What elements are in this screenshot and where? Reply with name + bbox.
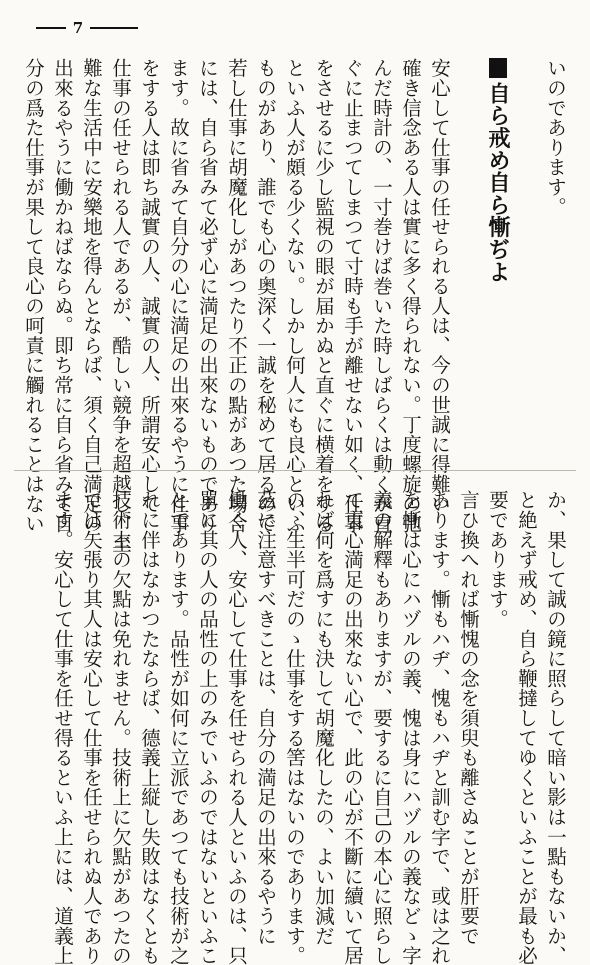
text-column: れば何を爲すにも決して胡魔化したの、よい加減だ [312,490,335,946]
text-column: といふ人が頗る少くない。しかし何人にも良心といふ [283,58,306,534]
text-column: ぐに止まつてしまつて寸時も手が離せない如く、仕事 [341,58,364,534]
text-column: 働く人、安心して仕事を任せられる人といふのは、只 [225,490,248,965]
text-column: 義の解釋もありますが、要するに自己の本心に照らし [370,490,393,965]
text-column: 單に其の人の品性の上のみでいふのではないといふこ [196,490,219,965]
text-column: ます。安心して仕事を任せ得るといふ上には、道義上 [51,490,74,965]
text-column: と絶えず戒め、自ら鞭撻してゆくといふことが最も必 [515,490,538,965]
page-number: 7 [72,19,84,37]
text-column: あります。慚もハヂ、愧もハヂと訓む字で、或は之れ [428,490,451,965]
lower-text-block [48,490,570,965]
text-column: 分の爲た仕事が果して良心の呵責に觸れることはない [22,58,45,534]
text-column: をする人は即ち誠實の人、誠實の人、所謂安心して [138,58,161,514]
text-column: いのであります。 [544,58,567,217]
text-column: 茲に注意すべきことは、自分の満足の出來るやうに [254,490,277,946]
text-column: 難な生活中に安樂地を得んとならば、須く自己満足の [80,58,103,534]
section-heading [483,58,512,453]
page-header [36,18,146,38]
text-column: 言ひ換へれば慚愧の念を須臾も離さぬことが肝要で [457,490,480,946]
block-divider [14,470,576,471]
blank-column [512,58,541,453]
header-rule-left [36,27,66,29]
text-column: 確き信念ある人は實に多く得られない。丁度螺旋の弛 [399,58,422,534]
text-column: ものがあり、誰でも心の奥深く一誠を秘めて居るので [254,58,277,534]
header-rule-right [90,27,138,29]
text-column: 技術上の欠點は免れません。技術上に欠點があつたの [109,490,132,965]
blank-column [454,58,483,453]
upper-text-block [19,58,570,553]
text-column: の、生半可だのゝ仕事をする筈はないのであります。 [283,490,306,965]
text-column: 出來るやうに働かねばならぬ。即ち常に自ら省みて自 [51,58,74,534]
text-column: には、自ら省みて必ず心に満足の出來ないものであり [196,58,219,534]
text-column: とであります。品性が如何に立派であつても技術が之 [167,490,190,965]
text-column: 若し仕事に胡魔化しがあつたり不正の點があつた場合 [225,58,248,534]
text-column: か、果して誠の鏡に照らして暗い影は一點もないか、 [544,490,567,965]
text-column: れに伴はなかつたならば、德義上縦し失敗はなくとも [138,490,161,965]
text-column: 安心して仕事の任せられる人は、今の世誠に得難い [428,58,451,514]
text-column: 仕事の任せられる人であるが、酷しい競争を超越し、至 [109,58,132,553]
section-heading-text: 自ら戒め自ら慚ぢよ [485,82,511,283]
text-column: て衷心満足の出來ない心で、此の心が不斷に續いて居 [341,490,364,965]
text-column: んだ時計の、一寸巻けば巻いた時しばらくは動くが直 [370,58,393,534]
text-column: 要であります。 [486,490,509,629]
text-column: ます。故に省みて自分の心に満足の出來るやうに仕事 [167,58,190,534]
text-column: では矢張り其人は安心して仕事を任せられぬ人であり [80,490,103,965]
text-column: をさせるに少し監視の眼が届かぬと直ぐに横着をする [312,58,335,534]
text-column: を慚は心にハヅルの義、愧は身にハヅルの義などゝ字 [399,490,422,965]
heading-marker-icon [489,58,507,78]
